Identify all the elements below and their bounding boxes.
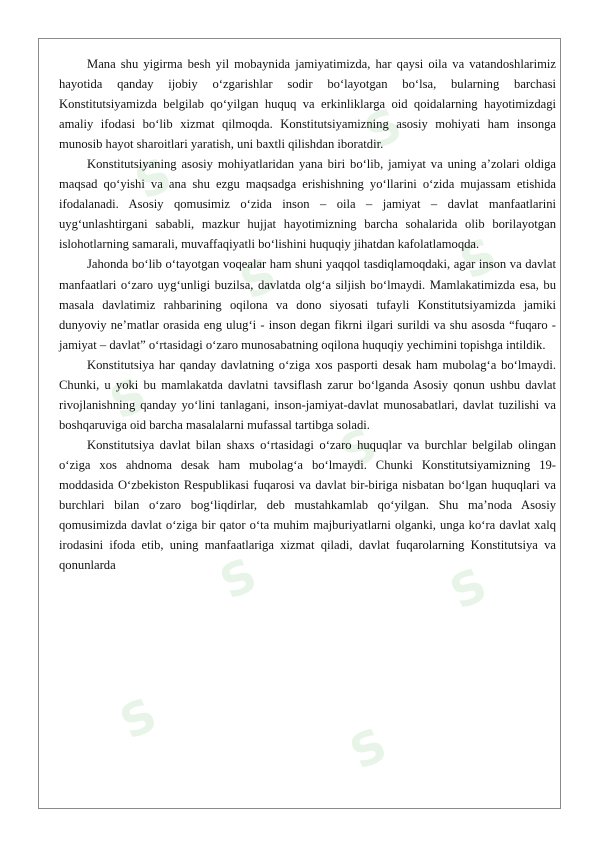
paragraph-4: Konstitutsiya har qanday davlatning o‘ziga xos pasporti desak ham mubolag‘a bo‘lmaydi. Chunki, u yoki bu mamlakatda davlatni tavsiflash zarur bo‘lganda Asosiy qonun ushbu davlat rivojlanishning qanday yo‘lini tanlagani, inson-jamiyat-davlat munosabatlari, davlat tuzilishi va boshqaruviga oid barcha masalalarni mufassal tartibga soladi. <box>59 357 556 432</box>
watermark-mark: S <box>111 687 165 750</box>
watermark-mark: S <box>341 717 395 780</box>
paragraph-1: Mana shu yigirma besh yil mobaynida jamiyatimizda, har qaysi oila va vatandoshlarimiz hayotida qanday ijobiy o‘zgarishlar sodir bo‘layotgan bo‘lsa, bularning barchasi Konstitutsiyamizda belgilab qo‘yilgan huquq va erkinliklarga oid qoidalarning hayotimizdagi amaliy ifodasi bo‘lib xizmat qilmoqda. Konstitutsiyamizning asosiy mohiyati ham insonga munosib hayot sharoitlari yaratish, uni baxtli qilishdan iboratdir. <box>59 57 556 152</box>
paragraph-3: Jahonda bo‘lib o‘tayotgan voqealar ham shuni yaqqol tasdiqlamoqdaki, agar inson va davlat manfaatlari o‘zaro uyg‘unligi buzilsa, davlatda olg‘a siljish bo‘lmaydi. Mamlakatimizda esa, bu masala davlatimiz rahbarining oqilona va dono siyosati tufayli Konstitutsiyamizda jamiki dunyoviy ne’matlar orasida eng ulug‘i - inson degan fikrni ilgari surildi va shu asosda “fuqaro - jamiyat – davlat” o‘rtasidagi o‘zaro munosabatning oqilona huquqiy yechimini topishga intildik. <box>59 257 556 352</box>
document-body <box>59 54 556 575</box>
watermark-mark: S <box>101 367 155 430</box>
watermark-mark: S <box>331 417 385 480</box>
paragraph-2: Konstitutsiyaning asosiy mohiyatlaridan yana biri bo‘lib, jamiyat va uning a’zolari oldiga maqsad qo‘yishi va ana shu ezgu maqsadga erishishning yo‘llarini o‘zida mujassam etishida ifodalanadi. Asosiy qomusimiz o‘zida inson – oila – jamiyat – davlat manfaatlarini uyg‘unlashtirgani sababli, mazkur hujjat hayotimizning barcha sohalarida olib borilayotgan islohotlarning samarali, muvaffaqiyatli bo‘lishini huquqiy jihatdan kafolatlamoqda. <box>59 157 556 252</box>
watermark-mark: S <box>231 247 285 310</box>
paragraph-5: Konstitutsiya davlat bilan shaxs o‘rtasidagi o‘zaro huquqlar va burchlar belgilab olingan o‘ziga xos ahdnoma desak ham mubolag‘a bo‘lmaydi. Chunki Konstitutsiyamizning 19-moddasida O‘zbekiston Respublikasi fuqarosi va davlat bir-biriga nisbatan bo‘lgan huquqlari va burchlari bilan o‘zaro bog‘liqdirlar, deb mustahkamlab qo‘yilgan. Shu ma’noda Asosiy qomusimizda davlat o‘ziga bir qator o‘ta muhim majburiyatlarni olganki, unga ko‘ra davlat xalq irodasini ifoda etib, uning manfaatlariga xizmat qiladi, davlat fuqarolarning Konstitutsiya va qonunlarda <box>59 437 556 573</box>
watermark-mark: S <box>126 147 180 210</box>
watermark-mark: S <box>356 97 410 160</box>
watermark-mark: S <box>211 547 265 610</box>
watermark-mark: S <box>451 227 505 290</box>
watermark-mark: S <box>441 557 495 620</box>
